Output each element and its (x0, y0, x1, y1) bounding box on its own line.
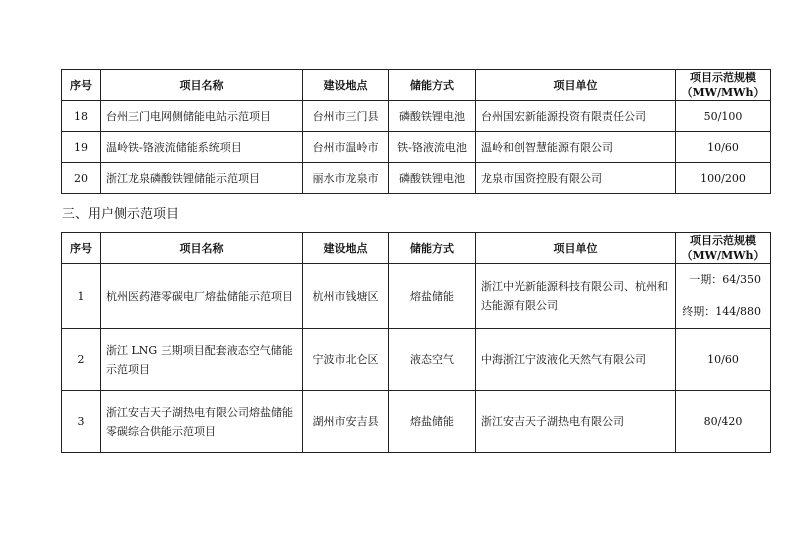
cell-scale: 100/200 (676, 163, 771, 194)
cell-scale: 50/100 (676, 101, 771, 132)
cell-seq: 2 (62, 329, 101, 391)
table-header-row (62, 70, 771, 101)
cell-project-name: 浙江 LNG 三期项目配套液态空气储能示范项目 (101, 329, 303, 391)
cell-scale: 80/420 (676, 391, 771, 453)
table-row (62, 101, 771, 132)
table-row (62, 264, 771, 329)
cell-location: 台州市温岭市 (303, 132, 389, 163)
cell-project-name: 浙江龙泉磷酸铁锂储能示范项目 (101, 163, 303, 194)
cell-storage-method: 熔盐储能 (389, 391, 476, 453)
cell-location: 湖州市安吉县 (303, 391, 389, 453)
cell-storage-method: 熔盐储能 (389, 264, 476, 329)
header-project-unit: 项目单位 (476, 70, 676, 101)
cell-seq: 18 (62, 101, 101, 132)
header-location: 建设地点 (303, 233, 389, 264)
header-project-name: 项目名称 (101, 233, 303, 264)
cell-project-unit: 浙江安吉天子湖热电有限公司 (476, 391, 676, 453)
table-row (62, 329, 771, 391)
table-header-row (62, 233, 771, 264)
grid-scale-projects-table (61, 69, 771, 194)
header-scale-unit: （MW/MWh） (681, 249, 765, 262)
cell-project-unit: 台州国宏新能源投资有限责任公司 (476, 101, 676, 132)
cell-scale-phase1: 一期：64/350 (689, 273, 761, 286)
cell-storage-method: 液态空气 (389, 329, 476, 391)
header-storage-method: 储能方式 (389, 70, 476, 101)
cell-storage-method: 铁-铬液流电池 (389, 132, 476, 163)
cell-storage-method: 磷酸铁锂电池 (389, 101, 476, 132)
header-scale (676, 70, 771, 101)
cell-project-unit: 温岭和创智慧能源有限公司 (476, 132, 676, 163)
user-side-projects-table (61, 232, 771, 453)
table-row (62, 163, 771, 194)
header-project-unit: 项目单位 (476, 233, 676, 264)
cell-location: 丽水市龙泉市 (303, 163, 389, 194)
cell-storage-method: 磷酸铁锂电池 (389, 163, 476, 194)
cell-seq: 1 (62, 264, 101, 329)
cell-project-unit: 浙江中光新能源科技有限公司、杭州和达能源有限公司 (476, 264, 676, 329)
table-row (62, 132, 771, 163)
cell-scale-final: 终期：144/880 (682, 305, 761, 318)
table-row (62, 391, 771, 453)
cell-project-unit: 中海浙江宁波液化天然气有限公司 (476, 329, 676, 391)
header-location: 建设地点 (303, 70, 389, 101)
header-scale-unit: （MW/MWh） (681, 86, 765, 99)
cell-seq: 20 (62, 163, 101, 194)
cell-seq: 19 (62, 132, 101, 163)
header-seq: 序号 (62, 70, 101, 101)
cell-project-name: 杭州医药港零碳电厂熔盐储能示范项目 (101, 264, 303, 329)
cell-seq: 3 (62, 391, 101, 453)
header-seq: 序号 (62, 233, 101, 264)
header-scale (676, 233, 771, 264)
header-project-name: 项目名称 (101, 70, 303, 101)
cell-project-name: 温岭铁-铬液流储能系统项目 (101, 132, 303, 163)
header-storage-method: 储能方式 (389, 233, 476, 264)
header-scale-title: 项目示范规模 (690, 234, 756, 247)
cell-scale (676, 264, 771, 329)
cell-project-name: 台州三门电网侧储能电站示范项目 (101, 101, 303, 132)
cell-scale: 10/60 (676, 132, 771, 163)
cell-location: 杭州市钱塘区 (303, 264, 389, 329)
cell-location: 台州市三门县 (303, 101, 389, 132)
cell-project-unit: 龙泉市国资控股有限公司 (476, 163, 676, 194)
cell-scale: 10/60 (676, 329, 771, 391)
header-scale-title: 项目示范规模 (690, 71, 756, 84)
section-heading: 三、用户侧示范项目 (62, 207, 180, 222)
cell-project-name: 浙江安吉天子湖热电有限公司熔盐储能零碳综合供能示范项目 (101, 391, 303, 453)
cell-location: 宁波市北仑区 (303, 329, 389, 391)
